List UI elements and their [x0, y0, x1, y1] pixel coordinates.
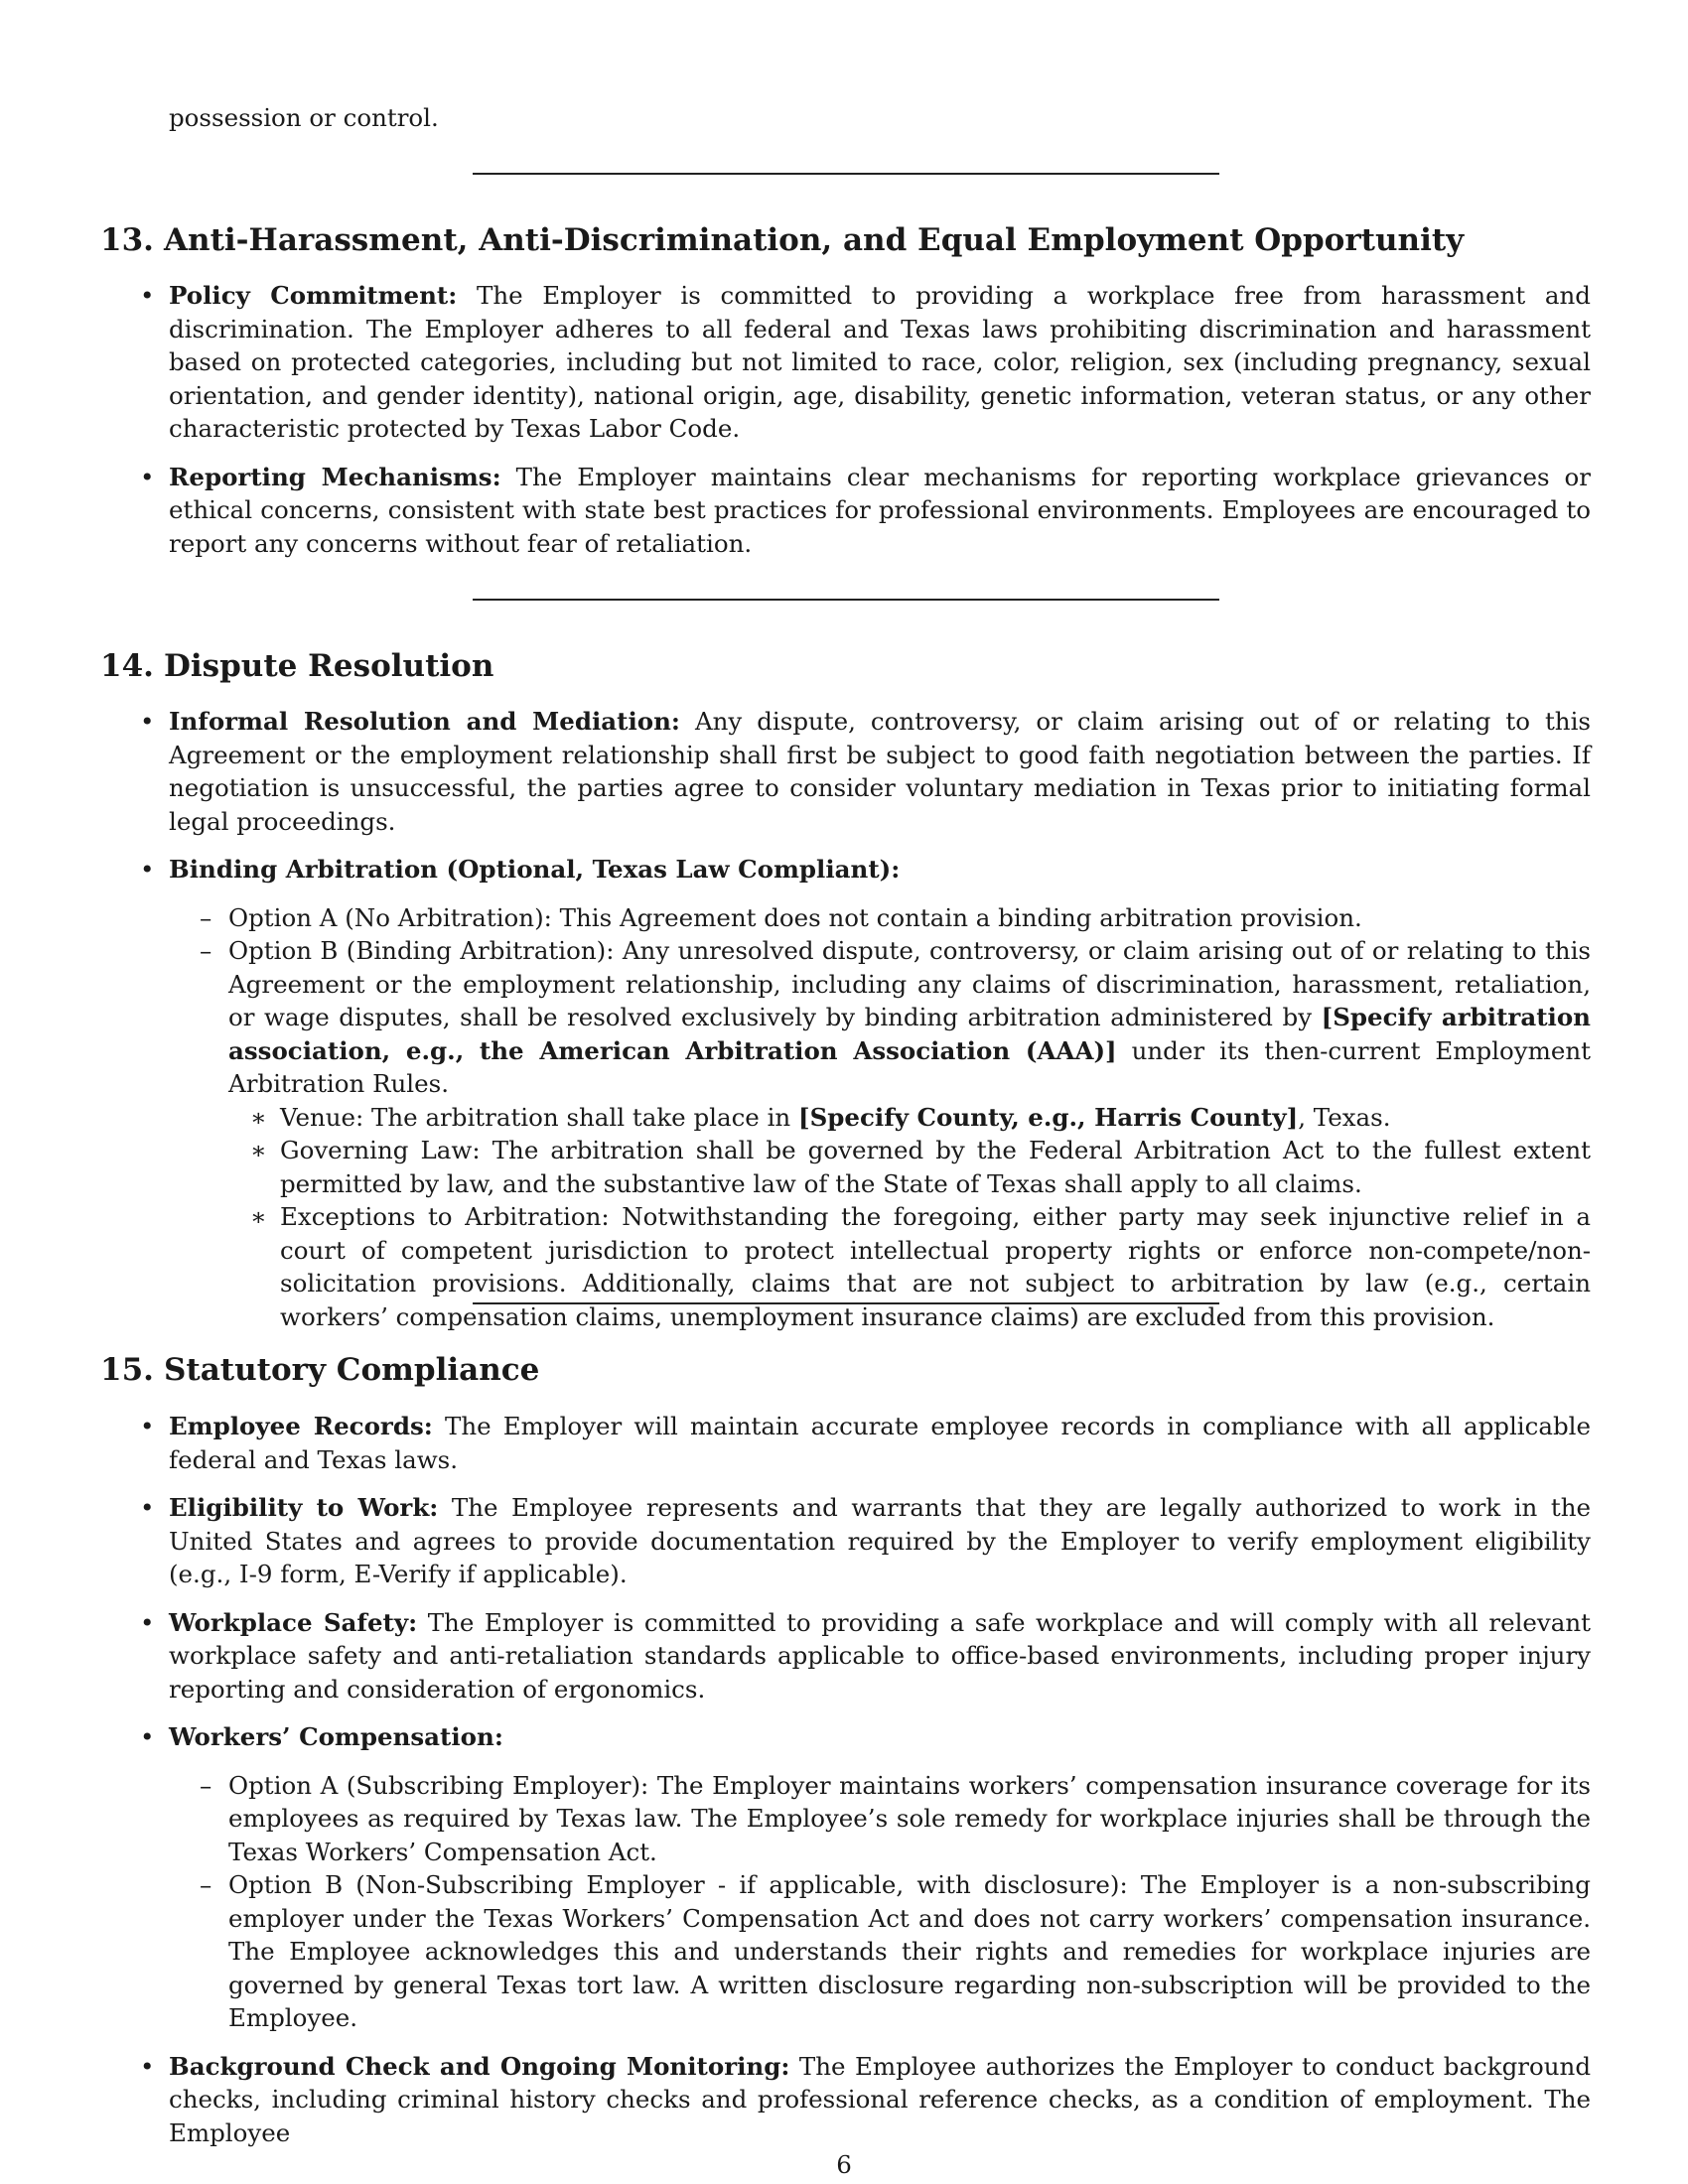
item-label: Binding Arbitration (Optional, Texas Law Compliant): [169, 855, 901, 884]
list-item [169, 461, 1591, 561]
section-title: Anti-Harassment, Anti-Discrimination, and Equal Employment Opportunity [164, 222, 1465, 258]
exceptions-item: ∗ Exceptions to Arbitration: Notwithstanding the foregoing, either party may seek injunctive relief in a court of competent jurisdiction to protect intellectual property rights or enforce non-compete/non-solicitation provisions. Additionally, claims that are not subject to arbitration by law (e.g., certain workers’ compensation claims, unemployment insurance claims) are excluded from this provision. [280, 1200, 1591, 1333]
option-b-text-end: under its then-current Employment Arbitration Rules. [228, 1035, 1591, 1098]
section-divider [473, 1302, 1219, 1304]
arbitration-options [169, 901, 1591, 1334]
item-text: The Employee represents and warrants that they are legally authorized to work in the United States and agrees to provide documentation required by the Employer to verify employment eligibility (e.g., I-9 form, E-Verify if applicable). [169, 1493, 1591, 1588]
venue-text-end: , Texas. [1298, 1102, 1391, 1132]
county-placeholder: [Specify County, e.g., Harris County] [798, 1102, 1299, 1132]
item-label: Eligibility to Work: [169, 1493, 439, 1522]
list-item [169, 1491, 1591, 1591]
option-b-text: Option B (Binding Arbitration): Any unresolved dispute, controversy, or claim arising out of or relating to this Agreement or the employment relationship, including any claims of discrimination, harassment, retaliation, or wage disputes, shall be resolved exclusively by binding arbitration administered by [228, 936, 1591, 1031]
venue-text: Venue: The arbitration shall take place in [280, 1102, 798, 1132]
item-label: Background Check and Ongoing Monitoring: [169, 2051, 790, 2081]
carryover-text: possession or control. [169, 103, 439, 132]
item-text: Any dispute, controversy, or claim arising out of or relating to this Agreement or the employment relationship shall first be subject to good faith negotiation between the parties. If negotiation is unsuccessful, the parties agree to consider voluntary mediation in Texas prior to initiating formal legal proceedings. [169, 707, 1591, 836]
item-label: Workers’ Compensation: [169, 1722, 503, 1751]
section-number: 14. [100, 648, 154, 684]
list-item [169, 2050, 1591, 2150]
page-number: 6 [836, 2150, 852, 2179]
item-text: The Employee authorizes the Employer to conduct background checks, including criminal history checks and professional reference checks, as a condition of employment. The Employee [169, 2051, 1592, 2147]
list-item [169, 1720, 1591, 2035]
workers-comp-options [169, 1769, 1591, 2035]
option-b [228, 934, 1591, 1333]
item-text: The Employer is committed to providing a workplace free from harassment and discrimination. The Employer adheres to all federal and Texas laws prohibiting discrimination and harassment based on protected categories, including but not limited to race, color, religion, sex (including pregnancy, sexual orientation, and gender identity), national origin, age, disability, genetic information, veteran status, or any other characteristic protected by Texas Labor Code. [169, 281, 1591, 443]
section-title: Dispute Resolution [164, 648, 494, 684]
list-item [169, 1606, 1591, 1706]
option-b: – Option B (Non-Subscribing Employer - if applicable, with disclosure): The Employer is a non-subscribing employer under the Texas Workers’ Compensation Act and does not carry workers’ compensation insurance. The Employee acknowledges this and understands their rights and remedies for workplace injuries are governed by general Texas tort law. A written disclosure regarding non-subscription will be provided to the Employee. [228, 1868, 1591, 2035]
section-number: 13. [100, 222, 154, 258]
item-text: The Employer is committed to providing a safe workplace and will comply with all relevant workplace safety and anti-retaliation standards applicable to office-based environments, including proper injury reporting and consideration of ergonomics. [169, 1607, 1591, 1704]
section-divider [473, 599, 1219, 601]
section-title: Statutory Compliance [164, 1352, 540, 1388]
section-15-list [169, 1410, 1591, 2164]
option-b-subitems [228, 1101, 1591, 1334]
item-text: The Employer maintains clear mechanisms for reporting workplace grievances or ethical concerns, consistent with state best practices for professional environments. Employees are encouraged to report any concerns without fear of retaliation. [169, 462, 1591, 558]
item-text: The Employer will maintain accurate employee records in compliance with all applicable federal and Texas laws. [169, 1412, 1591, 1474]
section-15-heading [100, 1350, 539, 1390]
section-14-list [169, 705, 1591, 1348]
section-13-list [169, 279, 1591, 575]
item-label: Policy Commitment: [169, 281, 458, 310]
section-number: 15. [100, 1352, 154, 1388]
section-divider [473, 173, 1219, 175]
venue-item [280, 1101, 1591, 1135]
item-label: Informal Resolution and Mediation: [169, 707, 680, 736]
governing-law-item: ∗ Governing Law: The arbitration shall be governed by the Federal Arbitration Act to the fullest extent permitted by law, and the substantive law of the State of Texas shall apply to all claims. [280, 1134, 1591, 1200]
option-a: – Option A (No Arbitration): This Agreement does not contain a binding arbitration provision. [228, 901, 1591, 935]
arbitration-association-placeholder: [Specify arbitration association, e.g., the American Arbitration Association (AAA)] [228, 1003, 1591, 1065]
section-14-heading [100, 646, 493, 686]
list-item [169, 1410, 1591, 1476]
section-13-heading [100, 220, 1464, 260]
list-item [169, 853, 1591, 1333]
item-label: Employee Records: [169, 1412, 433, 1440]
list-item [169, 705, 1591, 838]
list-item [169, 279, 1591, 446]
item-label: Reporting Mechanisms: [169, 462, 501, 491]
item-label: Workplace Safety: [169, 1607, 418, 1637]
option-a: – Option A (Subscribing Employer): The Employer maintains workers’ compensation insurance coverage for its employees as required by Texas law. The Employee’s sole remedy for workplace injuries shall be through the Texas Workers’ Compensation Act. [228, 1769, 1591, 1869]
